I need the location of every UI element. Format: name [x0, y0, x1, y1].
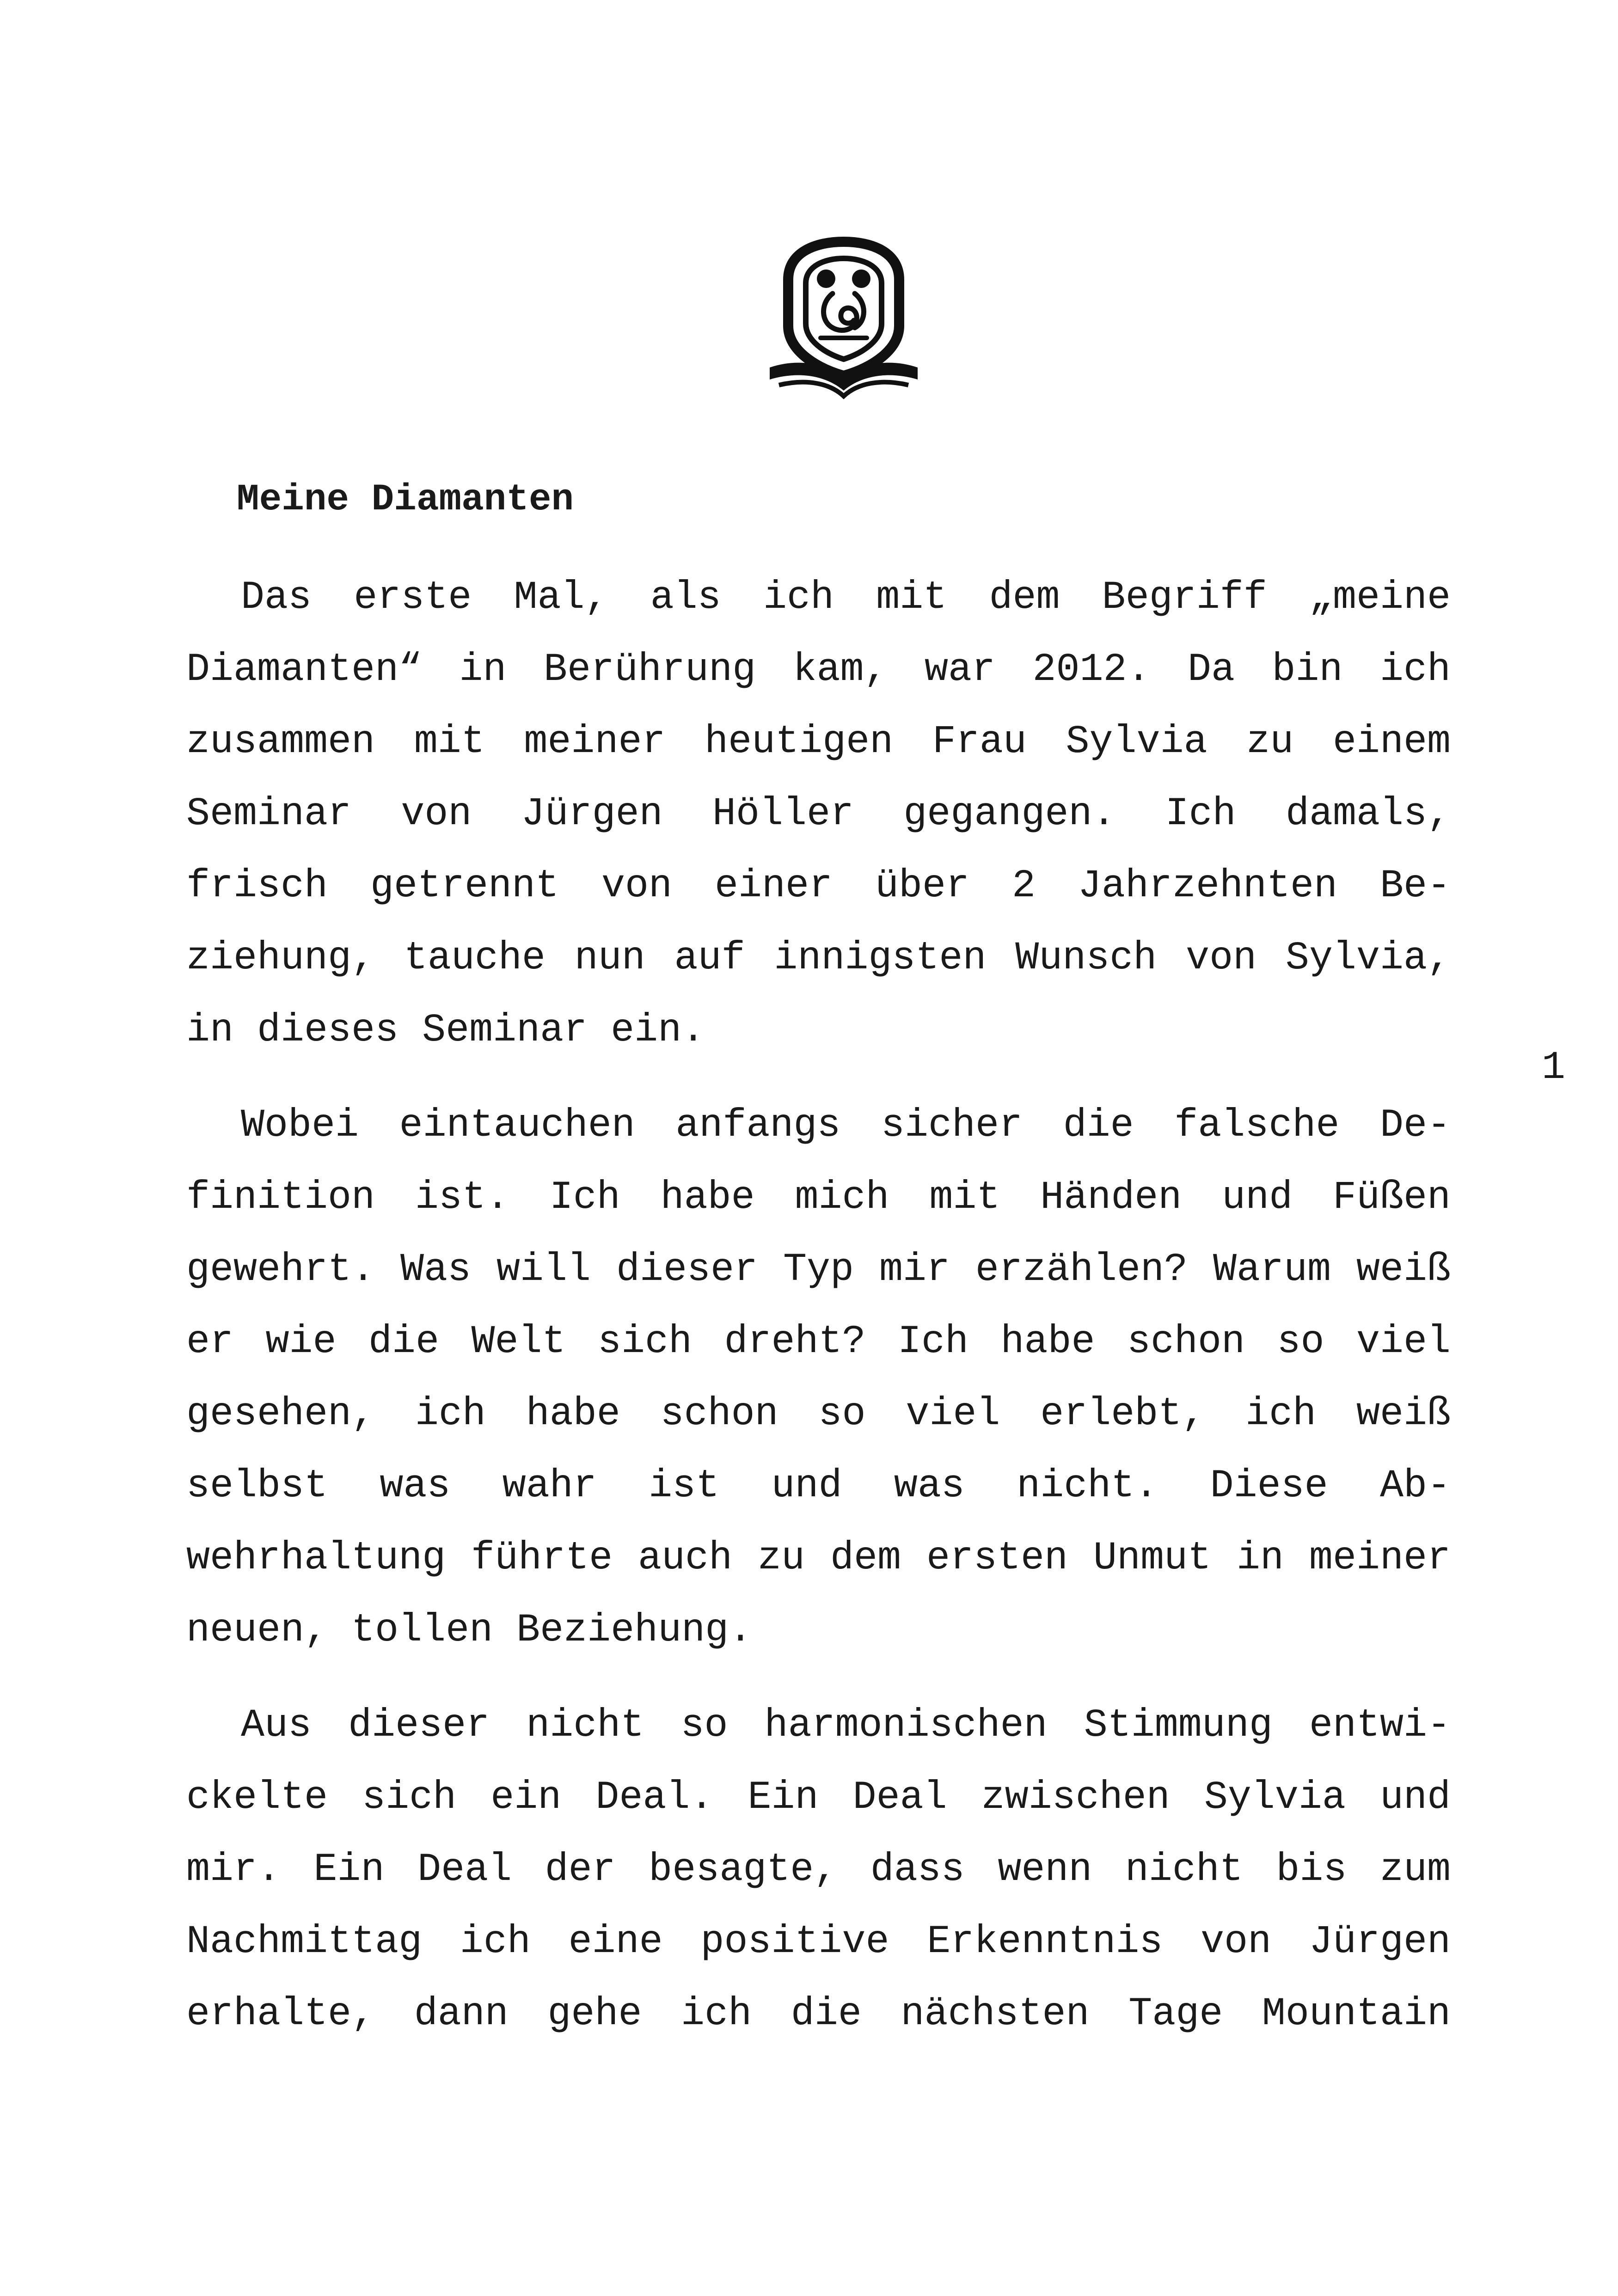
document-body — [186, 562, 1451, 2050]
book-crest-monogram-icon — [751, 229, 936, 414]
paragraph: Wobei eintauchen anfangs sicher die falsche Definition ist. Ich habe mich mit Händen und Füßen gewehrt. Was will dieser Typ mir erzählen? Warum weiß er wie die Welt sich dreht? Ich habe schon so viel gesehen, ich habe schon so viel erlebt, ich weiß selbst was wahr ist und was nicht. Diese Abwehrhaltung führte auch zu dem ersten Unmut in meiner neuen, tollen Beziehung. — [186, 1103, 1451, 1653]
paragraph: Aus dieser nicht so harmonischen Stimmung entwickelte sich ein Deal. Ein Deal zwischen Sylvia und mir. Ein Deal der besagte, dass wenn nicht bis zum Nachmittag ich eine positive Erkenntnis von Jürgen erhalte, dann gehe ich die nächsten Tage Mountain — [186, 1703, 1451, 2036]
paragraph: Das erste Mal, als ich mit dem Begriff „meine Diamanten“ in Berührung kam, war 2012. Da bin ich zusammen mit meiner heutigen Frau Sylvia zu einem Seminar von Jürgen Höller gegangen. Ich damals, frisch getrennt von einer über 2 Jahrzehnten Beziehung, tauche nun auf innigsten Wunsch von Sylvia, in dieses Seminar ein. — [186, 575, 1451, 1053]
page-number: 1 — [1542, 1045, 1566, 1090]
document-heading: Meine Diamanten — [237, 479, 574, 521]
